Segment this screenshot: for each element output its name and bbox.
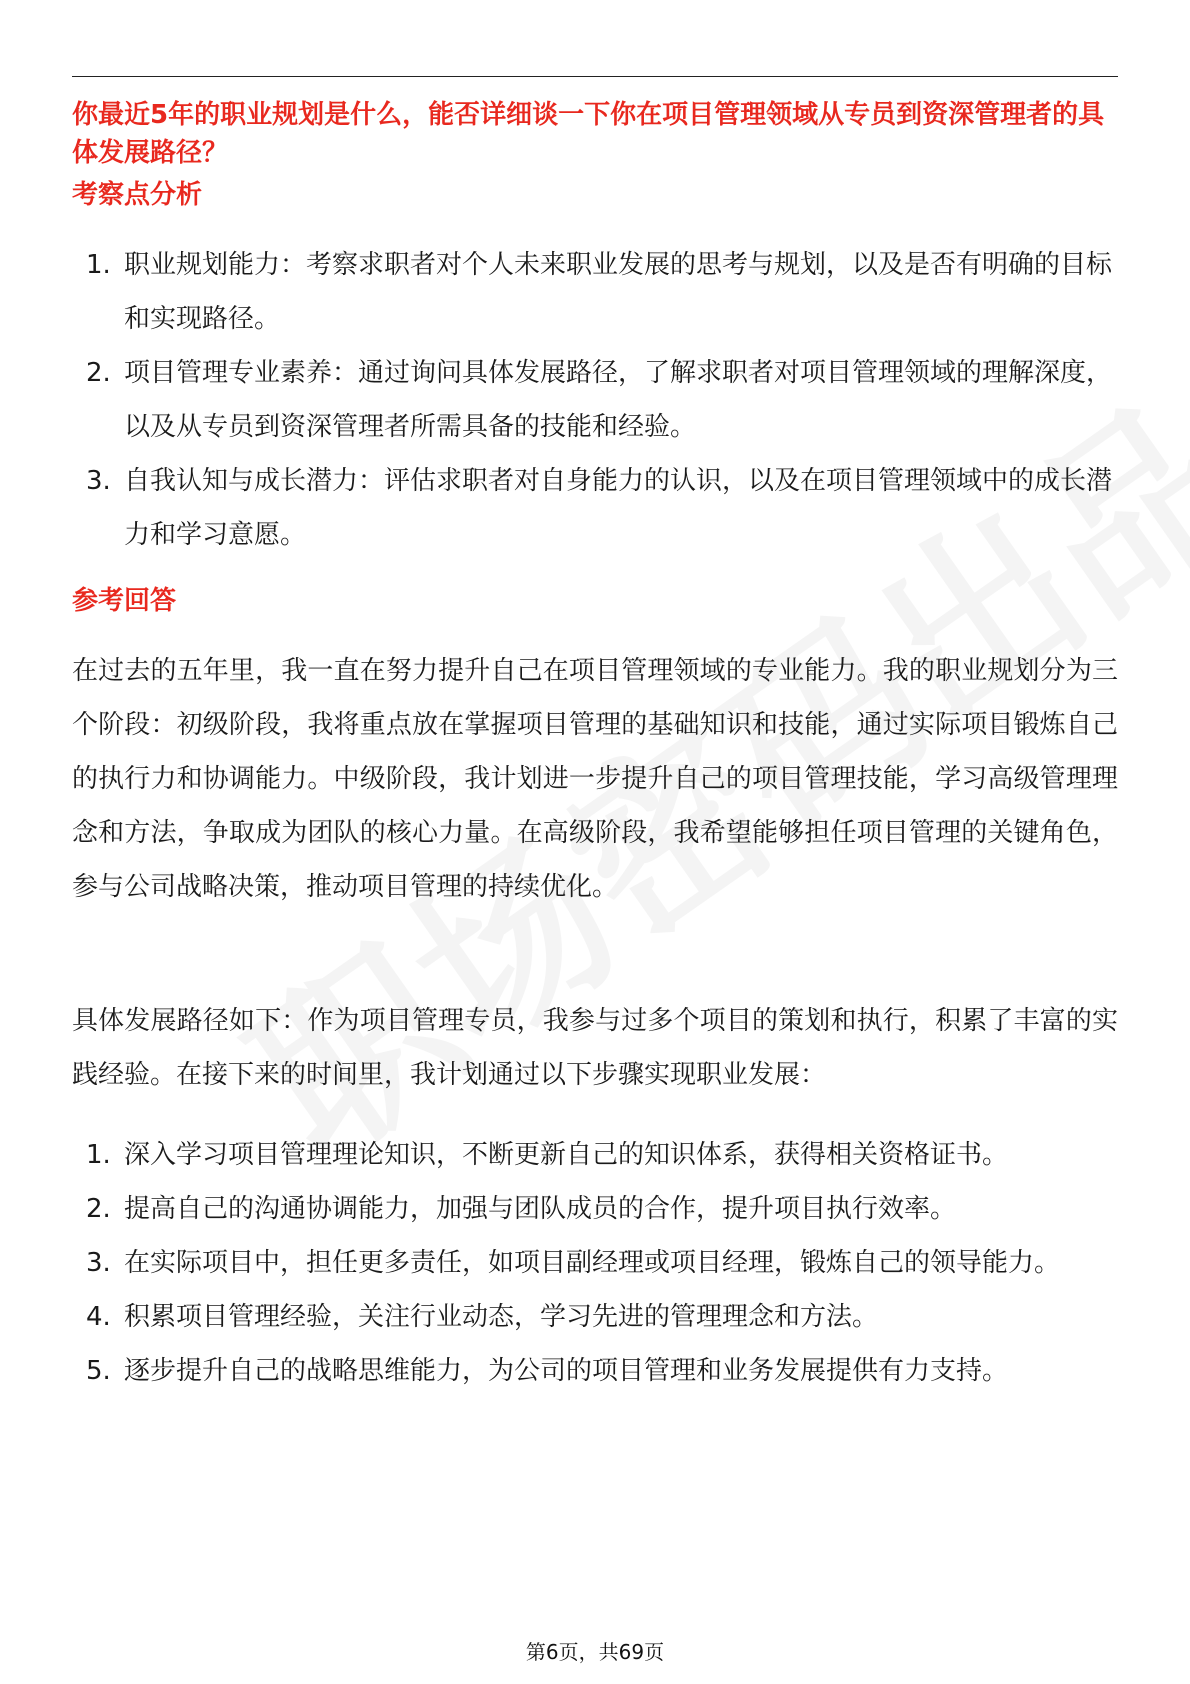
answer-paragraph-2: 具体发展路径如下：作为项目管理专员，我参与过多个项目的策划和执行，积累了丰富的实践经验。在接下来的时间里，我计划通过以下步骤实现职业发展： (72, 1006, 1118, 1090)
list-item-number: 3. (86, 466, 111, 496)
question-heading: 你最近5年的职业规划是什么，能否详细谈一下你在项目管理领域从专员到资深管理者的具体发展路径？ (72, 100, 1105, 168)
list-item-text: 在实际项目中，担任更多责任，如项目副经理或项目经理，锻炼自己的领导能力。 (124, 1248, 1061, 1278)
list-item-number: 2. (86, 1194, 111, 1224)
analysis-section-title: 考察点分析 (72, 180, 203, 210)
list-item-text: 提高自己的沟通协调能力，加强与团队成员的合作，提升项目执行效率。 (124, 1194, 957, 1224)
list-item-number: 5. (86, 1356, 111, 1386)
page-footer: 第6页，共69页 (525, 1640, 665, 1664)
list-item-number: 2. (86, 358, 111, 388)
list-item-text: 职业规划能力：考察求职者对个人未来职业发展的思考与规划，以及是否有明确的目标和实现路径。 (124, 250, 1113, 334)
list-item-text: 自我认知与成长潜力：评估求职者对自身能力的认识，以及在项目管理领域中的成长潜力和学习意愿。 (124, 466, 1113, 550)
top-divider (72, 76, 1118, 77)
answer-section-title: 参考回答 (72, 586, 177, 616)
list-item (72, 1236, 1118, 1290)
list-item (72, 238, 1118, 346)
list-item-number: 4. (86, 1302, 111, 1332)
list-item-text: 深入学习项目管理理论知识，不断更新自己的知识体系，获得相关资格证书。 (124, 1140, 1009, 1170)
list-item (72, 1182, 1118, 1236)
list-item-number: 1. (86, 250, 111, 280)
list-item (72, 346, 1118, 454)
list-item-text: 积累项目管理经验，关注行业动态，学习先进的管理理念和方法。 (124, 1302, 879, 1332)
list-item-number: 3. (86, 1248, 111, 1278)
analysis-list (72, 238, 1118, 562)
list-item-text: 逐步提升自己的战略思维能力，为公司的项目管理和业务发展提供有力支持。 (124, 1356, 1009, 1386)
list-item (72, 454, 1118, 562)
steps-list (72, 1128, 1118, 1398)
list-item (72, 1290, 1118, 1344)
list-item (72, 1128, 1118, 1182)
list-item (72, 1344, 1118, 1398)
list-item-number: 1. (86, 1140, 111, 1170)
list-item-text: 项目管理专业素养：通过询问具体发展路径，了解求职者对项目管理领域的理解深度，以及从专员到资深管理者所需具备的技能和经验。 (124, 358, 1113, 442)
answer-paragraph-1: 在过去的五年里，我一直在努力提升自己在项目管理领域的专业能力。我的职业规划分为三个阶段：初级阶段，我将重点放在掌握项目管理的基础知识和技能，通过实际项目锻炼自己的执行力和协调能力。中级阶段，我计划进一步提升自己的项目管理技能，学习高级管理理念和方法，争取成为团队的核心力量。在高级阶段，我希望能够担任项目管理的关键角色，参与公司战略决策，推动项目管理的持续优化。 (72, 656, 1118, 902)
document-page (72, 0, 1118, 1684)
